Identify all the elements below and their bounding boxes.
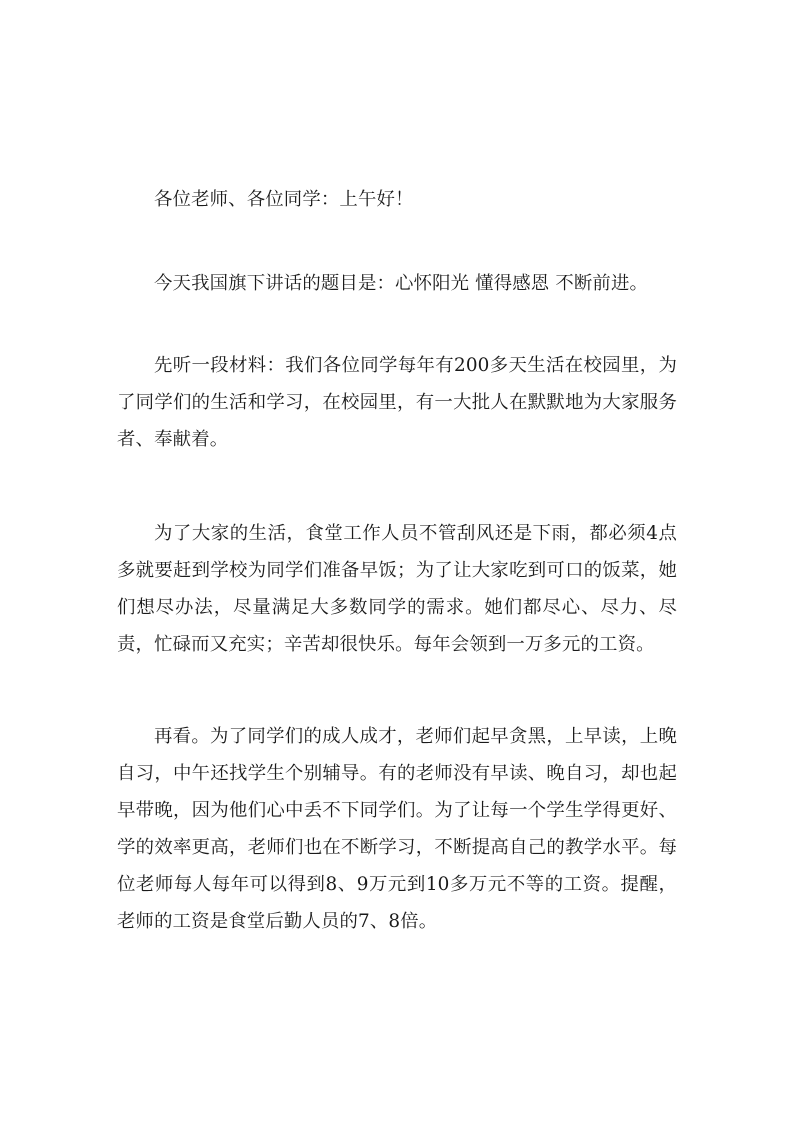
greeting-paragraph: 各位老师、各位同学：上午好！ xyxy=(154,189,414,210)
topic-paragraph: 今天我国旗下讲话的题目是：心怀阳光 懂得感恩 不断前进。 xyxy=(154,273,649,294)
teachers-paragraph: 再看。为了同学们的成人成才，老师们起早贪黑，上早读，上晚自习，中午还找学生个别辅导。有的老师没有早读、晚自习，却也起早带晚，因为他们心中丢不下同学们。为了让每一个学生学得更好、学的效率更高，老师们也在不断学习，不断提高自己的教学水平。每位老师每人每年可以得到8、9万元到10多万元不等的工资。提醒，老师的工资是食堂后勤人员的7、8倍。 xyxy=(117,726,677,932)
canteen-staff-paragraph: 为了大家的生活，食堂工作人员不管刮风还是下雨，都必须4点多就要赶到学校为同学们准备早饭；为了让大家吃到可口的饭菜，她们想尽办法，尽量满足大多数同学的需求。她们都尽心、尽力、尽责，忙碌而又充实；辛苦却很快乐。每年会领到一万多元的工资。 xyxy=(117,523,677,655)
material-paragraph: 先听一段材料：我们各位同学每年有200多天生活在校园里，为了同学们的生活和学习，在校园里，有一大批人在默默地为大家服务者、奉献着。 xyxy=(117,355,677,450)
